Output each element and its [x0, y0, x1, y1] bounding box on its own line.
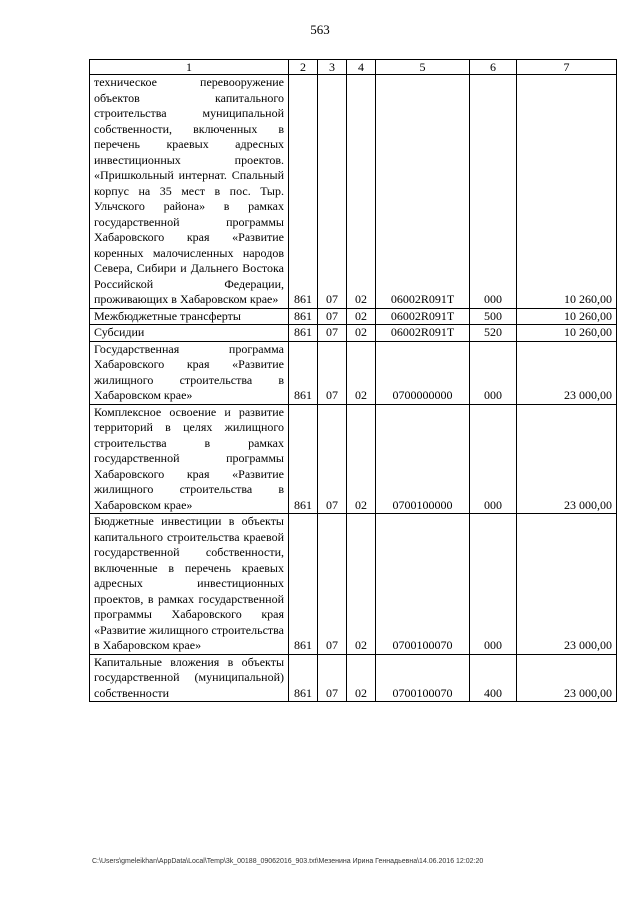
- row-code-ministry: 861: [289, 514, 318, 655]
- row-code-expense: 520: [470, 325, 517, 342]
- row-code-target: 06002R091T: [376, 308, 470, 325]
- row-code-ministry: 861: [289, 308, 318, 325]
- table-header-row: [90, 60, 617, 75]
- row-code-subsection: 02: [347, 341, 376, 404]
- row-code-ministry: 861: [289, 341, 318, 404]
- file-path-footer: C:\Users\gmeleikhan\AppData\Local\Temp\3k_00188_09062016_903.txt\Мезенина Ирина Геннадьевна\14.06.2016 12:02:20: [92, 858, 484, 865]
- row-code-subsection: 02: [347, 514, 376, 655]
- row-code-expense: 000: [470, 514, 517, 655]
- table-row: [90, 514, 617, 655]
- column-header-5: 5: [376, 60, 470, 75]
- column-header-2: 2: [289, 60, 318, 75]
- row-code-section: 07: [318, 404, 347, 514]
- row-amount: 23 000,00: [517, 654, 617, 702]
- row-name: Межбюджетные трансферты: [90, 308, 289, 325]
- table-row: [90, 308, 617, 325]
- column-header-3: 3: [318, 60, 347, 75]
- row-code-expense: 000: [470, 75, 517, 309]
- row-code-expense: 000: [470, 341, 517, 404]
- table-row: [90, 341, 617, 404]
- row-code-expense: 000: [470, 404, 517, 514]
- column-header-1: 1: [90, 60, 289, 75]
- row-code-section: 07: [318, 325, 347, 342]
- row-name: техническое перевооружение объектов капитального строительства муниципальной собственности, включенных в перечень краевых адресных инвестиционных проектов. «Пришкольный интернат. Спальный корпус на 35 мест в пос. Тыр. Ульчского района» в рамках государственной программы Хабаровского края «Развитие коренных малочисленных народов Севера, Сибири и Дальнего Востока Российской Федерации, проживающих в Хабаровском крае»: [90, 75, 289, 309]
- row-code-subsection: 02: [347, 325, 376, 342]
- row-code-target: 0700100070: [376, 654, 470, 702]
- row-code-section: 07: [318, 654, 347, 702]
- row-amount: 23 000,00: [517, 404, 617, 514]
- row-name: Субсидии: [90, 325, 289, 342]
- row-name: Бюджетные инвестиции в объекты капитального строительства краевой государственной собственности, включенные в перечень краевых адресных инвестиционных проектов, в рамках государственной программы Хабаровского края «Развитие жилищного строительства в Хабаровском крае»: [90, 514, 289, 655]
- row-code-target: 06002R091T: [376, 325, 470, 342]
- row-code-ministry: 861: [289, 404, 318, 514]
- row-amount: 10 260,00: [517, 308, 617, 325]
- column-header-4: 4: [347, 60, 376, 75]
- table-row: [90, 404, 617, 514]
- row-code-subsection: 02: [347, 654, 376, 702]
- row-code-section: 07: [318, 75, 347, 309]
- row-name: Капитальные вложения в объекты государственной (муниципальной) собственности: [90, 654, 289, 702]
- budget-table: [89, 59, 617, 702]
- table-row: [90, 325, 617, 342]
- row-code-subsection: 02: [347, 308, 376, 325]
- row-amount: 23 000,00: [517, 341, 617, 404]
- table-row: [90, 75, 617, 309]
- row-code-section: 07: [318, 341, 347, 404]
- row-code-section: 07: [318, 308, 347, 325]
- row-amount: 23 000,00: [517, 514, 617, 655]
- row-name: Комплексное освоение и развитие территорий в целях жилищного строительства в рамках государственной программы Хабаровского края «Развитие жилищного строительства в Хабаровском крае»: [90, 404, 289, 514]
- row-code-expense: 500: [470, 308, 517, 325]
- table-row: [90, 654, 617, 702]
- row-code-target: 0700100070: [376, 514, 470, 655]
- row-code-ministry: 861: [289, 654, 318, 702]
- row-code-section: 07: [318, 514, 347, 655]
- column-header-7: 7: [517, 60, 617, 75]
- row-code-ministry: 861: [289, 325, 318, 342]
- row-name: Государственная программа Хабаровского края «Развитие жилищного строительства в Хабаровском крае»: [90, 341, 289, 404]
- row-code-ministry: 861: [289, 75, 318, 309]
- row-code-target: 0700100000: [376, 404, 470, 514]
- row-code-expense: 400: [470, 654, 517, 702]
- row-code-target: 0700000000: [376, 341, 470, 404]
- row-amount: 10 260,00: [517, 325, 617, 342]
- column-header-6: 6: [470, 60, 517, 75]
- page-number: 563: [310, 22, 330, 37]
- row-code-subsection: 02: [347, 404, 376, 514]
- row-code-subsection: 02: [347, 75, 376, 309]
- row-code-target: 06002R091T: [376, 75, 470, 309]
- row-amount: 10 260,00: [517, 75, 617, 309]
